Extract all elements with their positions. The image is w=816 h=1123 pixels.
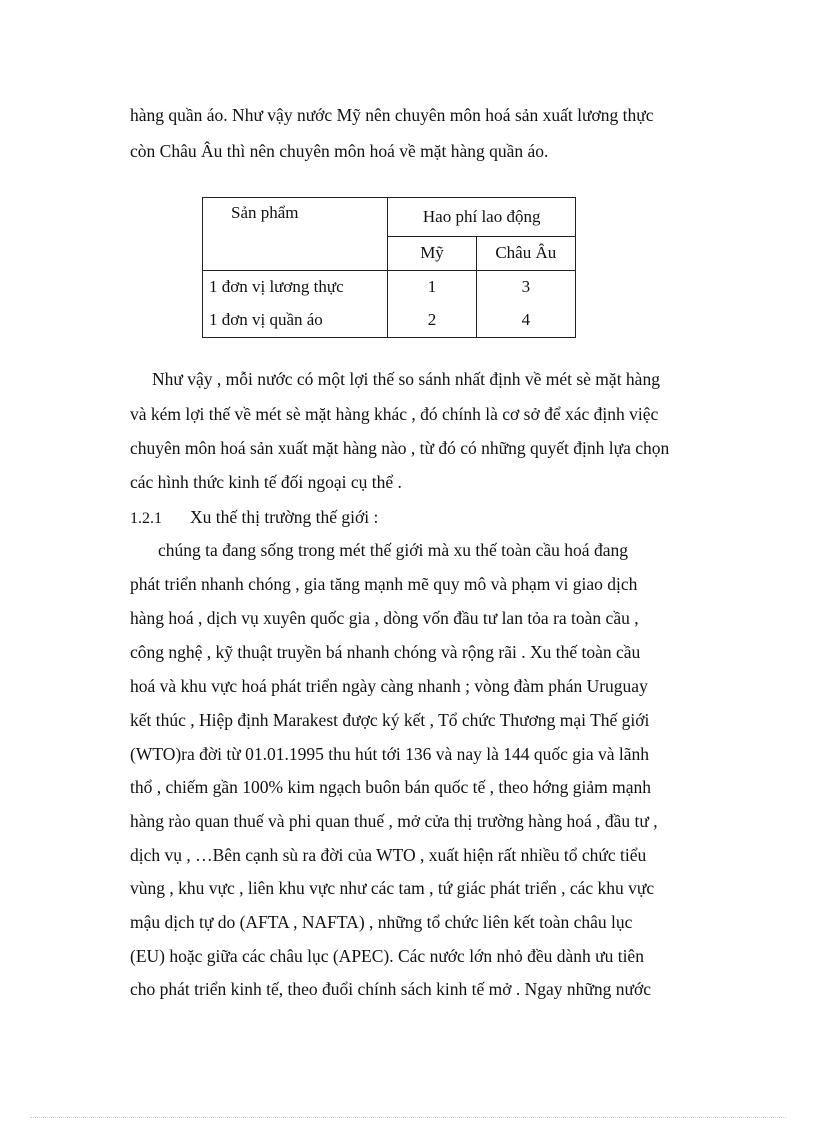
para1-line-4: các hình thức kinh tế đối ngoại cụ thể . [130, 472, 402, 492]
table-header-row [203, 198, 576, 237]
col-eu-header: Châu Âu [476, 236, 575, 270]
para1-line-3: chuyên môn hoá sản xuất mặt hàng nào , từ đó có những quyết định lựa chọn [130, 438, 670, 458]
section-title: Xu thế thị trường thế giới : [190, 507, 379, 527]
para2-line-10: dịch vụ , …Bên cạnh sù ra đời của WTO , xuất hiện rất nhiều tổ chức tiểu [130, 845, 647, 865]
intro-line-1: hàng quần áo. Như vậy nước Mỹ nên chuyên môn hoá sản xuất lương thực [130, 105, 654, 125]
para2-line-4: công nghệ , kỹ thuật truyền bá nhanh chóng và rộng rãi . Xu thế toàn cầu [130, 642, 641, 662]
col-us-header: Mỹ [388, 236, 476, 270]
intro-line-2: còn Châu Âu thì nên chuyên môn hoá về mặt hàng quần áo. [130, 141, 549, 161]
row-eu-value: 4 [476, 304, 575, 338]
para2-line-1: chúng ta đang sống trong mét thế giới mà xu thế toàn cầu hoá đang [158, 540, 628, 560]
para2-line-14: cho phát triển kinh tế, theo đuổi chính sách kinh tế mở . Ngay những nước [130, 979, 652, 999]
para2-line-12: mậu dịch tự do (AFTA , NAFTA) , những tổ chức liên kết toàn châu lục [130, 912, 633, 932]
page-bottom-divider [30, 1117, 786, 1118]
row-product: 1 đơn vị quần áo [203, 304, 388, 338]
table-subheader-row [203, 236, 576, 270]
para2-line-11: vùng , khu vực , liên khu vực như các tam , tứ giác phát triển , các khu vực [130, 878, 655, 898]
row-us-value: 1 [388, 270, 476, 304]
row-us-value: 2 [388, 304, 476, 338]
product-header: Sản phẩm [203, 198, 388, 237]
row-eu-value: 3 [476, 270, 575, 304]
row-product: 1 đơn vị lương thực [203, 270, 388, 304]
para2-line-6: kết thúc , Hiệp định Marakest được ký kết , Tổ chức Thương mại Thế giới [130, 710, 650, 730]
para2-line-5: hoá và khu vực hoá phát triển ngày càng nhanh ; vòng đàm phán Uruguay [130, 676, 648, 696]
para1-line-2: và kém lợi thế về mét sè mặt hàng khác , đó chính là cơ sở để xác định việc [130, 404, 659, 424]
para2-line-8: thổ , chiếm gần 100% kim ngạch buôn bán quốc tế , theo hớng giảm mạnh [130, 777, 652, 797]
table-row [203, 304, 576, 338]
table-row [203, 270, 576, 304]
para2-line-9: hàng rào quan thuế và phi quan thuế , mở cửa thị trường hàng hoá , đầu tư , [130, 811, 658, 831]
section-number: 1.2.1 [130, 510, 162, 527]
para2-line-2: phát triển nhanh chóng , gia tăng mạnh mẽ quy mô và phạm vi giao dịch [130, 574, 638, 594]
product-header-blank [203, 236, 388, 270]
para2-line-13: (EU) hoặc giữa các châu lục (APEC). Các nước lớn nhỏ đều dành ưu tiên [130, 946, 644, 966]
para1-line-1: Như vậy , mỗi nước có một lợi thế so sánh nhất định về mét sè mặt hàng [152, 369, 660, 389]
para2-line-7: (WTO)ra đời từ 01.01.1995 thu hút tới 136 và nay là 144 quốc gia và lãnh [130, 744, 650, 764]
labor-cost-table [202, 197, 576, 338]
cost-header: Hao phí lao động [388, 198, 576, 237]
para2-line-3: hàng hoá , dịch vụ xuyên quốc gia , dòng vốn đầu tư lan tỏa ra toàn cầu , [130, 608, 639, 628]
